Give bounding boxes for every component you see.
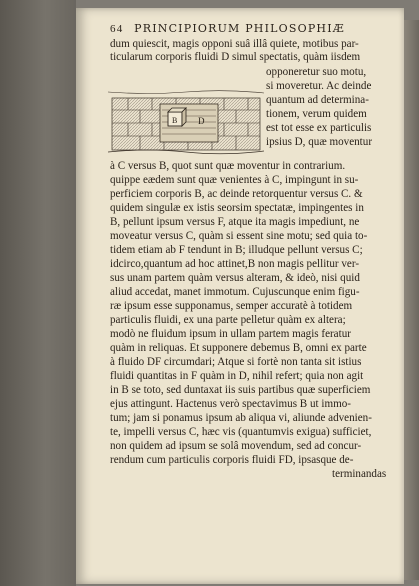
page-number: 64 [110, 23, 124, 35]
text-line-31: terminandas [332, 468, 387, 480]
woodcut-figure [108, 90, 264, 158]
label-b: B [172, 116, 178, 125]
text-line-14: moveatur versus C, quàm si essent sine motu; sed quia to- [110, 230, 368, 242]
text-line-19: ræ ipsum esse supponamus, semper accuratè à totidem [110, 300, 353, 312]
book-gutter-shadow [0, 0, 76, 586]
text-line-2: ticularum corporis fluidi D simul spectatis, quàm iisdem [110, 51, 361, 63]
text-line-15: tidem etiam ab F tendunt in B; illudque pellunt versus C; [110, 244, 363, 256]
text-line-16: idcirco,quantum ad hoc attinet,B non magis pellitur ver- [110, 258, 360, 270]
text-line-8: ipsius D, quæ moventur [266, 136, 373, 148]
text-line-26: ejus attingunt. Hactenus verò spectavimus B ut immo- [110, 398, 351, 410]
text-line-17: sus unam partem quàm versus alteram, & ideò, nisi quid [110, 272, 360, 284]
text-line-28: te, impelli versus C, hæc vis (quantumvis exigua) sufficiet, [110, 426, 372, 438]
text-line-4: si moveretur. Ac deinde [266, 80, 372, 92]
text-line-10: quippe eædem sunt quæ venientes à C, impingunt in su- [110, 174, 359, 186]
text-line-24: fluidi quantitas in F quàm in D, nihil refert; quia non agit [110, 370, 364, 382]
page-edge-right [404, 20, 419, 580]
text-line-21: modò ne fluidum ipsum in ullam partem magis feratur [110, 328, 351, 340]
text-line-11: perficiem corporis B, ac deinde retorquentur versus C. & [110, 188, 363, 200]
ground-line [108, 150, 264, 154]
text-line-13: B, pellunt ipsum versus F, atque ita magis impediunt, ne [110, 216, 360, 228]
text-line-18: aliud accedat, manet immotum. Cujuscunque enim figu- [110, 286, 360, 298]
text-line-9: à C versus B, quot sunt quæ moventur in contrarium. [110, 160, 346, 172]
text-line-12: quidem singulæ ex istis seorsim spectatæ, impingentes in [110, 202, 364, 214]
text-line-6: tionem, verum quidem [266, 108, 367, 120]
text-line-7: est tot esse ex particulis [266, 122, 372, 134]
running-title: PRINCIPIORUM PHILOSOPHIÆ [134, 22, 345, 35]
running-header [110, 22, 400, 36]
text-line-5: quantum ad determina- [266, 94, 369, 106]
text-line-25: in B se toto, sed duntaxat iis suis partibus quæ superficiem [110, 384, 371, 396]
text-line-23: à fluido DF circumdari; Atque si fortè non tanta sit istius [110, 356, 362, 368]
text-line-20: particulis fluidi, ex una parte pelletur quàm ex altera; [110, 314, 346, 326]
text-line-3: opponeretur suo motu, [266, 66, 367, 78]
top-line [108, 91, 264, 94]
label-d: D [198, 116, 205, 126]
text-line-30: rendum cum particulis corporis fluidi FD, ipsasque de- [110, 454, 354, 466]
text-line-27: tum; jam si ponamus ipsum ab aliqua vi, aliunde advenien- [110, 412, 372, 424]
text-line-1: dum quiescit, magis opponi suâ illâ quiete, motibus par- [110, 38, 359, 50]
fluid-diagram [108, 90, 264, 158]
text-line-29: non quidem ad ipsum se solâ movendum, sed ad concur- [110, 440, 362, 452]
text-line-22: quàm in reliquas. Et supponere debemus B, omni ex parte [110, 342, 367, 354]
